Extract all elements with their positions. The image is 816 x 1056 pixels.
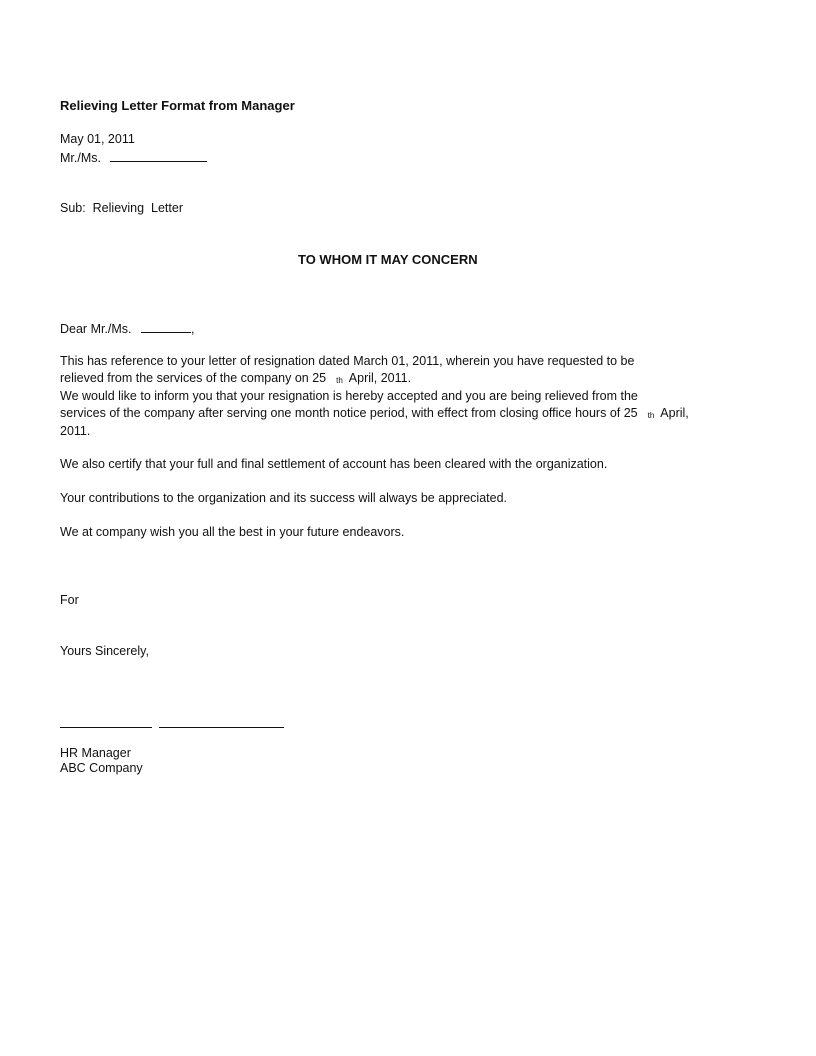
body-paragraph [60, 353, 760, 440]
for-label: For [60, 593, 79, 607]
salutation-blank [141, 319, 191, 333]
signature-line-1 [60, 713, 152, 728]
document-title: Relieving Letter Format from Manager [60, 98, 295, 113]
body-line-5: 2011. [60, 424, 91, 438]
salutation-prefix: Dear Mr./Ms. [60, 322, 132, 336]
letter-date: May 01, 2011 [60, 132, 135, 146]
settlement-statement: We also certify that your full and final settlement of account has been cleared with the organization. [60, 457, 608, 471]
closing-line: Yours Sincerely, [60, 644, 149, 658]
body-line-4 [60, 405, 760, 423]
addressee-blank [110, 148, 207, 162]
salutation-line [60, 319, 195, 338]
wishes-statement: We at company wish you all the best in your future endeavors. [60, 525, 405, 539]
ordinal-suffix: th [647, 411, 655, 420]
ordinal-suffix: th [336, 376, 343, 385]
body-line-2-text: relieved from the services of the company on 25 [60, 371, 327, 385]
signer-designation: HR Manager [60, 746, 131, 760]
body-line-2 [60, 370, 760, 388]
signer-company: ABC Company [60, 761, 143, 775]
subject-line: Sub: Relieving Letter [60, 201, 183, 215]
body-line-4-date: April, [660, 406, 689, 420]
body-line-1: This has reference to your letter of resignation dated March 01, 2011, wherein you have requested to be [60, 354, 635, 368]
signature-line-2 [159, 713, 284, 728]
concern-heading: TO WHOM IT MAY CONCERN [298, 252, 478, 267]
signature-lines [60, 711, 284, 728]
salutation-suffix: , [191, 322, 195, 336]
contributions-statement: Your contributions to the organization and its success will always be appreciated. [60, 491, 508, 505]
addressee-line [60, 148, 207, 167]
body-line-2-date: April, 2011. [348, 371, 412, 385]
addressee-prefix: Mr./Ms. [60, 151, 101, 165]
body-line-3: We would like to inform you that your resignation is hereby accepted and you are being relieved from the [60, 389, 638, 403]
body-line-4-text: services of the company after serving one month notice period, with effect from closing office hours of 25 [60, 406, 638, 420]
